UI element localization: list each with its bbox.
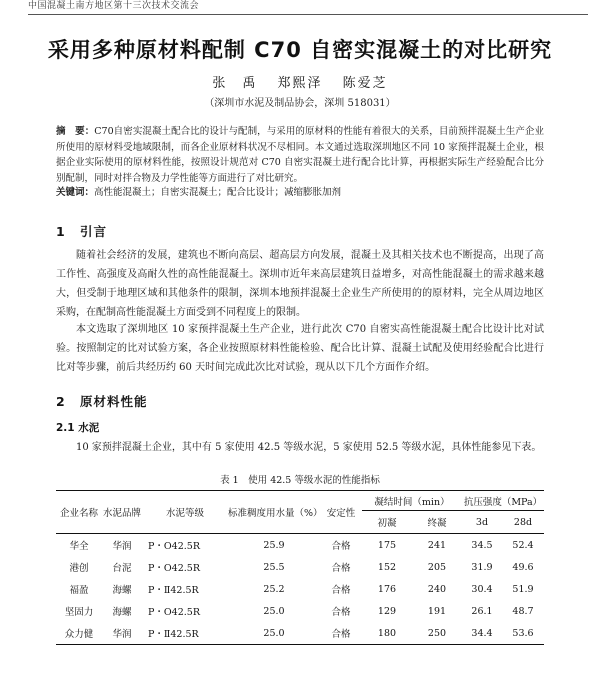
cell-grade: P・O42.5R (148, 563, 200, 574)
cell-final: 250 (412, 622, 462, 645)
cell-water: 25.0 (263, 605, 285, 617)
author-name: 张 禹 (212, 76, 258, 91)
cell-initial: 180 (362, 622, 412, 645)
header-enterprise: 企业名称 (56, 491, 102, 534)
section-heading-materials (56, 392, 148, 410)
header-stability: 安定性 (320, 491, 362, 534)
header-grade: 水泥等级 (142, 491, 228, 534)
cell-grade: P・O42.5R (148, 541, 200, 552)
running-head: 中国混凝土南方地区第十三次技术交流会 (28, 0, 588, 15)
intro-paragraph: 随着社会经济的发展，建筑也不断向高层、超高层方向发展，混凝土及其相关技术也不断提高，出现了高工作性、高强度及高耐久性的高性能混凝土。深圳市近年来高层建筑日益增多，对高性能混凝土的需求越来越大，但受制于地理区域和其他条件的限制，深圳本地预拌混凝土企业生产所使用的的原材料，完全从周边地区采购，在配制高性能混凝土方面受到不同程度上的限制。 (56, 250, 544, 318)
cell-initial: 129 (377, 605, 397, 617)
subsection-title: 水泥 (78, 422, 100, 434)
table-row (56, 622, 544, 645)
cell-enterprise: 坚固力 (64, 607, 94, 618)
cell-enterprise: 福盈 (69, 585, 89, 596)
cell-grade: P・Ⅱ42.5R (148, 585, 199, 596)
cell-final: 205 (427, 561, 447, 573)
header-3d: 3d (462, 511, 502, 534)
cement-properties-table (56, 490, 544, 645)
cell-stability: 合格 (331, 541, 351, 552)
header-final-set: 终凝 (412, 511, 462, 534)
header-setting-time: 凝结时间（min） (362, 491, 462, 511)
keywords-label: 关键词： (56, 187, 95, 198)
section-title: 引言 (80, 224, 108, 239)
abstract-label: 摘 要： (56, 126, 95, 137)
cell-final: 191 (427, 605, 447, 617)
cell-water: 25.0 (228, 622, 320, 645)
cell-brand: 海螺 (112, 607, 132, 618)
cell-3d: 30.4 (471, 583, 493, 595)
cell-brand: 台泥 (112, 563, 132, 574)
table-row (56, 600, 544, 622)
header-brand: 水泥品牌 (102, 491, 142, 534)
cell-stability: 合格 (331, 585, 351, 596)
cell-grade: P・Ⅱ42.5R (142, 622, 228, 645)
cell-3d: 34.4 (462, 622, 502, 645)
section-heading-intro (56, 222, 107, 240)
keywords-text: 高性能混凝土；自密实混凝土；配合比设计；减缩膨胀加剂 (94, 187, 342, 198)
cell-brand: 华润 (112, 541, 132, 552)
paper-title: 采用多种原材料配制 C70 自密实混凝土的对比研究 (47, 38, 553, 62)
author-list (0, 72, 600, 91)
table-row (56, 578, 544, 600)
intro-paragraph: 本文选取了深圳地区 10 家预拌混凝土生产企业，进行此次 C70 自密实高性能混凝土配合比设计比对试验。按照制定的比对试验方案，各企业按照原材料性能检验、配合比计算、混凝土试配及使用经验配合比进行比对等步骤，前后共经历约 60 天时间完成此次比对试验，现从以下几个方面作介绍。 (56, 324, 544, 373)
header-28d: 28d (502, 511, 544, 534)
cell-3d: 26.1 (471, 605, 493, 617)
subsection-heading-cement (56, 420, 99, 435)
table-caption: 表 1 使用 42.5 等级水泥的性能指标 (220, 475, 380, 486)
cell-stability: 合格 (331, 563, 351, 574)
header-water-demand: 标准稠度用水量（%） (228, 491, 320, 534)
cement-paragraph: 10 家预拌混凝土企业，其中有 5 家使用 42.5 等级水泥，5 家使用 52.5 等级水泥，具体性能参见下表。 (76, 442, 542, 453)
cell-water: 25.2 (263, 583, 285, 595)
abstract-text: C70自密实混凝土配合比的设计与配制，与采用的原材料的性能有着很大的关系，目前预拌混凝土生产企业所使用的原材料受地域限制，而各企业原材料状况不尽相同。本文通过选取深圳地区不同 10 家预拌混凝土企业，根据企业实际使用的原材料性能，按照设计规范对 C70 自密实混凝土进行配合比计算，再根据实际生产经验配合比分别配制，同时对拌合物及力学性能等方面进行了对比研究。 (56, 126, 544, 184)
cell-brand: 华润 (102, 622, 142, 645)
cell-3d: 34.5 (471, 539, 493, 551)
section-number: 1 (56, 224, 66, 239)
cell-water: 25.9 (263, 539, 285, 551)
cell-water: 25.5 (263, 561, 285, 573)
cell-grade: P・O42.5R (148, 607, 200, 618)
cell-28d: 53.6 (502, 622, 544, 645)
cell-initial: 176 (377, 583, 397, 595)
header-compressive-strength: 抗压强度（MPa） (462, 491, 544, 511)
cell-28d: 52.4 (512, 539, 534, 551)
cell-enterprise: 众力健 (56, 622, 102, 645)
table-row (56, 556, 544, 578)
cell-28d: 48.7 (512, 605, 534, 617)
cell-initial: 175 (377, 539, 397, 551)
cell-stability: 合格 (331, 607, 351, 618)
table-row (56, 534, 544, 557)
cell-final: 241 (427, 539, 447, 551)
affiliation: （深圳市水泥及制品协会，深圳 518031） (204, 98, 396, 109)
cell-initial: 152 (377, 561, 397, 573)
cell-28d: 51.9 (512, 583, 534, 595)
abstract (56, 124, 544, 186)
section-number: 2 (56, 394, 66, 409)
cell-stability: 合格 (320, 622, 362, 645)
cell-brand: 海螺 (112, 585, 132, 596)
cell-final: 240 (427, 583, 447, 595)
author-name: 郑熙泽 (277, 76, 323, 91)
cell-28d: 49.6 (512, 561, 534, 573)
subsection-number: 2.1 (56, 422, 75, 434)
author-name: 陈爱芝 (342, 76, 388, 91)
section-title: 原材料性能 (80, 394, 148, 409)
cell-enterprise: 港创 (69, 563, 89, 574)
cell-enterprise: 华全 (69, 541, 89, 552)
header-initial-set: 初凝 (362, 511, 412, 534)
cell-3d: 31.9 (471, 561, 493, 573)
table-header-row (56, 491, 544, 511)
keywords (56, 186, 544, 200)
